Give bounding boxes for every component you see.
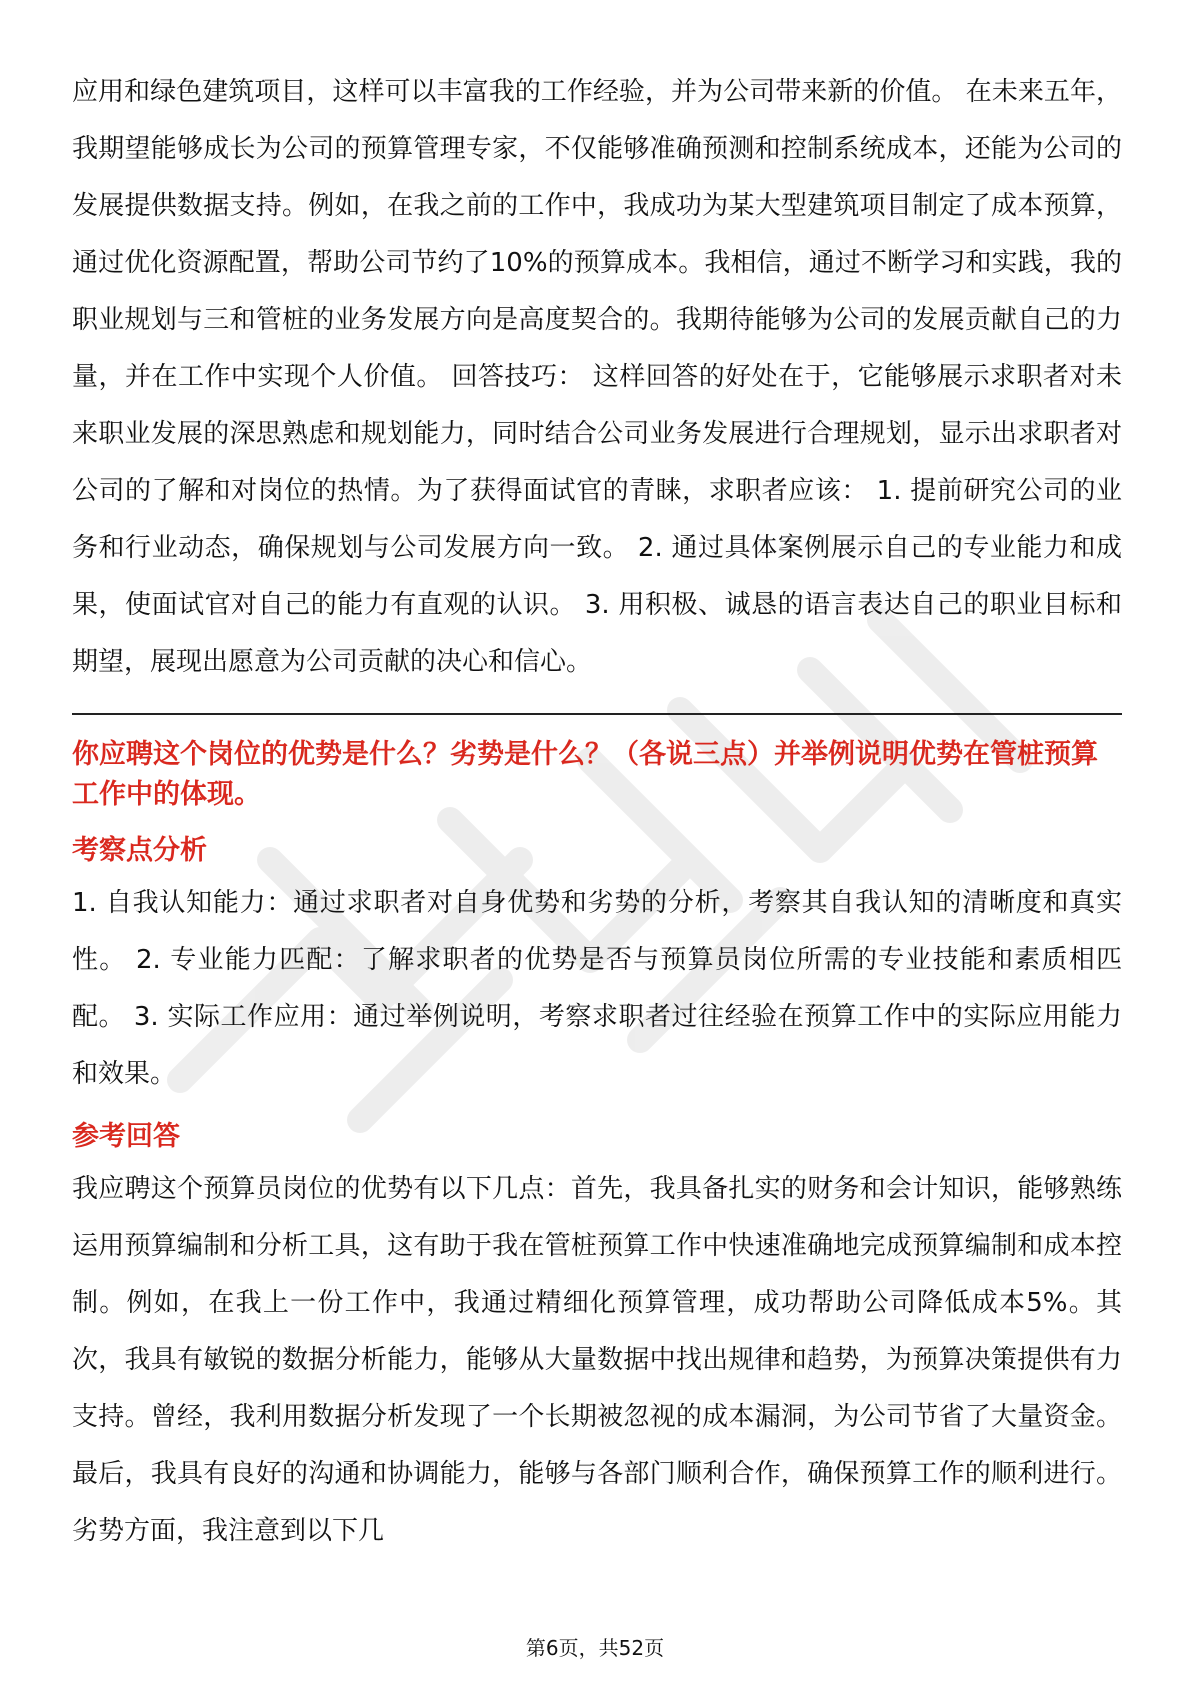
section-divider	[72, 713, 1122, 715]
page-number: 第6页，共52页	[525, 1636, 665, 1660]
reference-paragraph: 我应聘这个预算员岗位的优势有以下几点：首先，我具备扎实的财务和会计知识，能够熟练运用预算编制和分析工具，这有助于我在管桩预算工作中快速准确地完成预算编制和成本控制。例如，在我上一份工作中，我通过精细化预算管理，成功帮助公司降低成本5%。其次，我具有敏锐的数据分析能力，能够从大量数据中找出规律和趋势，为预算决策提供有力支持。曾经，我利用数据分析发现了一个长期被忽视的成本漏洞，为公司节省了大量资金。最后，我具有良好的沟通和协调能力，能够与各部门顺利合作，确保预算工作的顺利进行。 劣势方面，我注意到以下几	[72, 1174, 1122, 1546]
analysis-paragraph: 1. 自我认知能力：通过求职者对自身优势和劣势的分析，考察其自我认知的清晰度和真实性。 2. 专业能力匹配：了解求职者的优势是否与预算员岗位所需的专业技能和素质相匹配。 3. 实际工作应用：通过举例说明，考察求职者过往经验在预算工作中的实际应用能力和效果。	[72, 888, 1122, 1089]
reference-heading: 参考回答	[72, 1121, 180, 1152]
content-column	[72, 64, 1122, 1560]
continuation-paragraph: 应用和绿色建筑项目，这样可以丰富我的工作经验，并为公司带来新的价值。 在未来五年，我期望能够成长为公司的预算管理专家，不仅能够准确预测和控制系统成本，还能为公司的发展提供数据支持。例如，在我之前的工作中，我成功为某大型建筑项目制定了成本预算，通过优化资源配置，帮助公司节约了10%的预算成本。我相信，通过不断学习和实践，我的职业规划与三和管桩的业务发展方向是高度契合的。我期待能够为公司的发展贡献自己的力量，并在工作中实现个人价值。 回答技巧： 这样回答的好处在于，它能够展示求职者对未来职业发展的深思熟虑和规划能力，同时结合公司业务发展进行合理规划，显示出求职者对公司的了解和对岗位的热情。为了获得面试官的青睐，求职者应该： 1. 提前研究公司的业务和行业动态，确保规划与公司发展方向一致。 2. 通过具体案例展示自己的专业能力和成果，使面试官对自己的能力有直观的认识。 3. 用积极、诚恳的语言表达自己的职业目标和期望，展现出愿意为公司贡献的决心和信心。	[72, 77, 1122, 677]
spacer	[72, 1103, 1122, 1117]
analysis-heading: 考察点分析	[72, 835, 207, 866]
question-heading: 你应聘这个岗位的优势是什么？劣势是什么？（各说三点）并举例说明优势在管桩预算工作中的体现。	[72, 739, 1098, 810]
